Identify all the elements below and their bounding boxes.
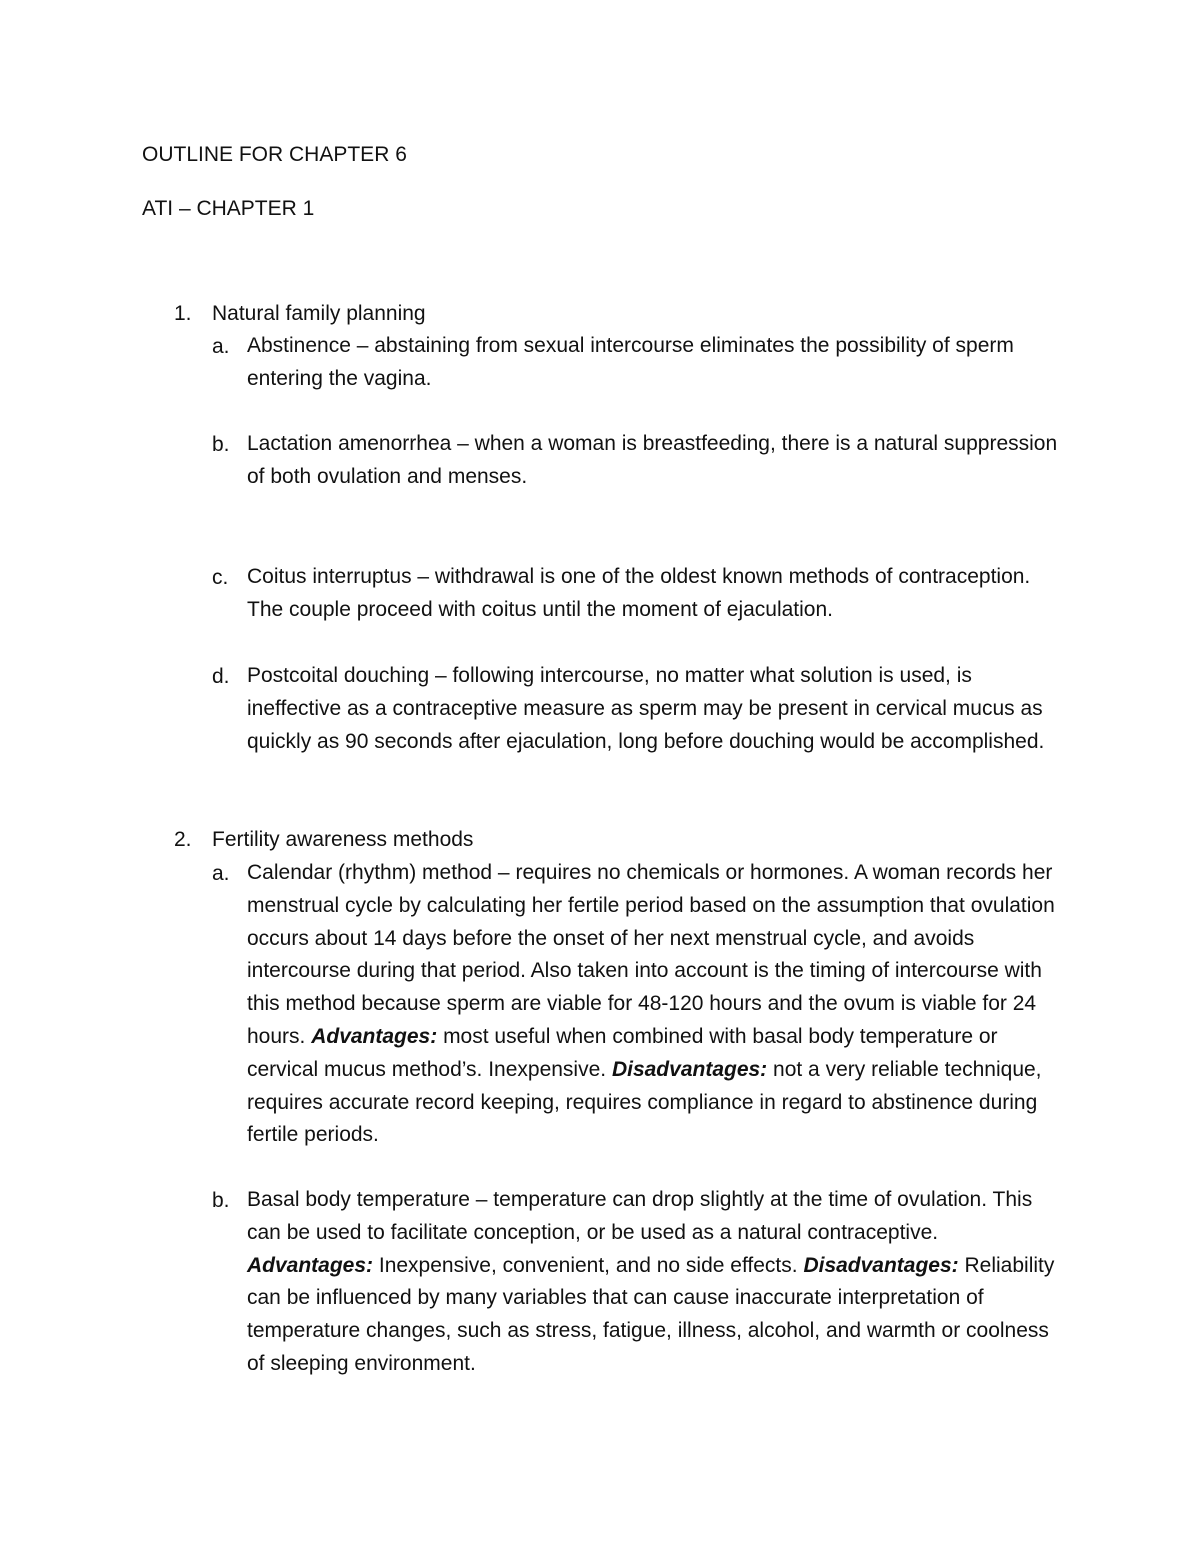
item-text: Coitus interruptus – withdrawal is one of the oldest known methods of contraception. The couple proceed with coitus until the moment of ejaculation. [247, 565, 1031, 621]
item-text: Abstinence – abstaining from sexual intercourse eliminates the possibility of sperm entering the vagina. [247, 334, 1014, 390]
section-number: 1. [174, 302, 192, 325]
item-letter: a. [212, 862, 230, 885]
advantages-label: Advantages: [247, 1253, 374, 1277]
item-text: Lactation amenorrhea – when a woman is breastfeeding, there is a natural suppression of both ovulation and menses. [247, 432, 1058, 488]
item-letter: b. [212, 1189, 230, 1212]
item-text-block [247, 857, 1062, 1152]
section-heading: Natural family planning [212, 302, 426, 325]
advantages-label: Advantages: [311, 1024, 438, 1048]
document-title: OUTLINE FOR CHAPTER 6 [142, 143, 407, 166]
disadvantages-text: not a very reliable technique, requires accurate record keeping, requires compliance in regard to abstinence during fertile periods. [247, 1057, 1042, 1147]
advantages-text: Inexpensive, convenient, and no side effects. [373, 1253, 804, 1277]
disadvantages-text: Reliability can be influenced by many variables that can cause inaccurate interpretation of temperature changes, such as stress, fatigue, illness, alcohol, and warmth or coolness of sleeping environment. [247, 1253, 1055, 1375]
section-number: 2. [174, 828, 192, 851]
disadvantages-label: Disadvantages: [611, 1057, 768, 1081]
item-letter: a. [212, 335, 230, 358]
section-heading: Fertility awareness methods [212, 828, 474, 851]
item-text: Postcoital douching – following intercourse, no matter what solution is used, is ineffective as a contraceptive measure as sperm may be present in cervical mucus as quickly as 90 seconds after ejaculation, long before douching would be accomplished. [247, 664, 1045, 753]
document-subtitle: ATI – CHAPTER 1 [142, 197, 315, 220]
item-text: Calendar (rhythm) method – requires no chemicals or hormones. A woman records her menstrual cycle by calculating her fertile period based on the assumption that ovulation occurs about 14 days before the onset of her next menstrual cycle, and avoids intercourse during that period. Also taken into account is the timing of intercourse with this method because sperm are viable for 48-120 hours and the ovum is viable for 24 hours. [247, 861, 1055, 1048]
advantages-text: most useful when combined with basal body temperature or cervical mucus method’s. Inexpensive. [247, 1024, 998, 1081]
disadvantages-label: Disadvantages: [803, 1253, 959, 1277]
item-letter: b. [212, 433, 230, 456]
item-text-block [247, 1184, 1062, 1381]
item-text: Basal body temperature – temperature can drop slightly at the time of ovulation. This can be used to facilitate conception, or be used as a natural contraceptive. [247, 1188, 1033, 1244]
item-letter: c. [212, 566, 229, 589]
item-letter: d. [212, 665, 230, 688]
